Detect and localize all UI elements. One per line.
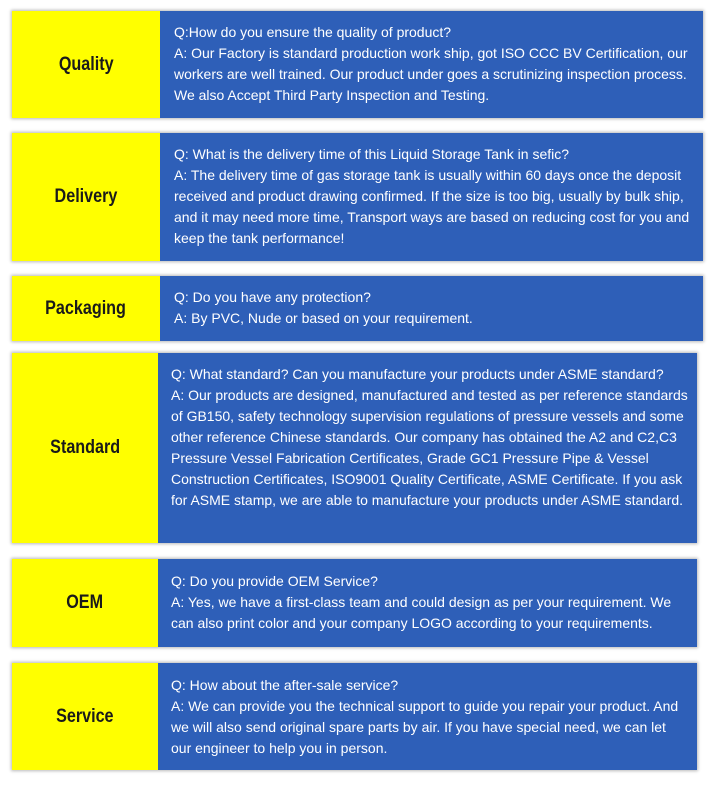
faq-card-quality xyxy=(12,11,703,118)
faq-question: Q:How do you ensure the quality of product? xyxy=(174,24,452,40)
faq-card-service xyxy=(12,663,697,770)
faq-card-delivery xyxy=(12,133,703,261)
faq-content-service xyxy=(158,663,697,770)
faq-question: Q: How about the after-sale service? xyxy=(171,677,399,693)
faq-card-packaging xyxy=(12,276,703,341)
faq-content-oem xyxy=(158,559,697,647)
faq-answer: A: The delivery time of gas storage tank is usually within 60 days once the deposit received and product drawing confirmed. If the size is too big, usually by bulk ship, and it may need more time, Transport ways are based on reducing cost for you and keep the tank performance! xyxy=(174,167,690,246)
faq-label-packaging: Packaging xyxy=(12,276,160,341)
faq-question: Q: Do you have any protection? xyxy=(174,289,371,305)
faq-label-delivery: Delivery xyxy=(12,133,160,261)
faq-label-quality: Quality xyxy=(12,11,160,118)
faq-content-standard xyxy=(158,353,697,543)
faq-label-oem: OEM xyxy=(12,559,158,647)
faq-answer: A: By PVC, Nude or based on your requirement. xyxy=(174,310,473,326)
faq-content-packaging xyxy=(160,276,703,341)
faq-question: Q: What is the delivery time of this Liquid Storage Tank in sefic? xyxy=(174,146,570,162)
faq-card-oem xyxy=(12,559,697,647)
faq-answer: A: Our products are designed, manufactured and tested as per reference standards of GB150, safety technology supervision regulations of pressure vessels and some other reference Chinese standards. Our company has obtained the A2 and C2,C3 Pressure Vessel Fabrication Certificates, Grade GC1 Pressure Pipe & Vessel Construction Certificates, ISO9001 Quality Certificate, ASME Certificate. If you ask for ASME stamp, we are able to manufacture your products under ASME standard. xyxy=(171,387,688,508)
faq-label-service: Service xyxy=(12,663,158,770)
faq-answer: A: Our Factory is standard production work ship, got ISO CCC BV Certification, our workers are well trained. Our product under goes a scrutinizing inspection process. We also Accept Third Party Inspection and Testing. xyxy=(174,45,688,103)
faq-answer: A: Yes, we have a first-class team and could design as per your requirement. We can also print color and your company LOGO according to your requirements. xyxy=(171,594,672,631)
faq-card-standard xyxy=(12,353,697,543)
faq-question: Q: Do you provide OEM Service? xyxy=(171,573,378,589)
faq-content-quality xyxy=(160,11,703,118)
faq-label-standard: Standard xyxy=(12,353,158,543)
faq-question: Q: What standard? Can you manufacture your products under ASME standard? xyxy=(171,366,664,382)
faq-answer: A: We can provide you the technical support to guide you repair your product. And we will also send original spare parts by air. If you have special need, we can let our engineer to help you in person. xyxy=(171,698,679,756)
faq-content-delivery xyxy=(160,133,703,261)
